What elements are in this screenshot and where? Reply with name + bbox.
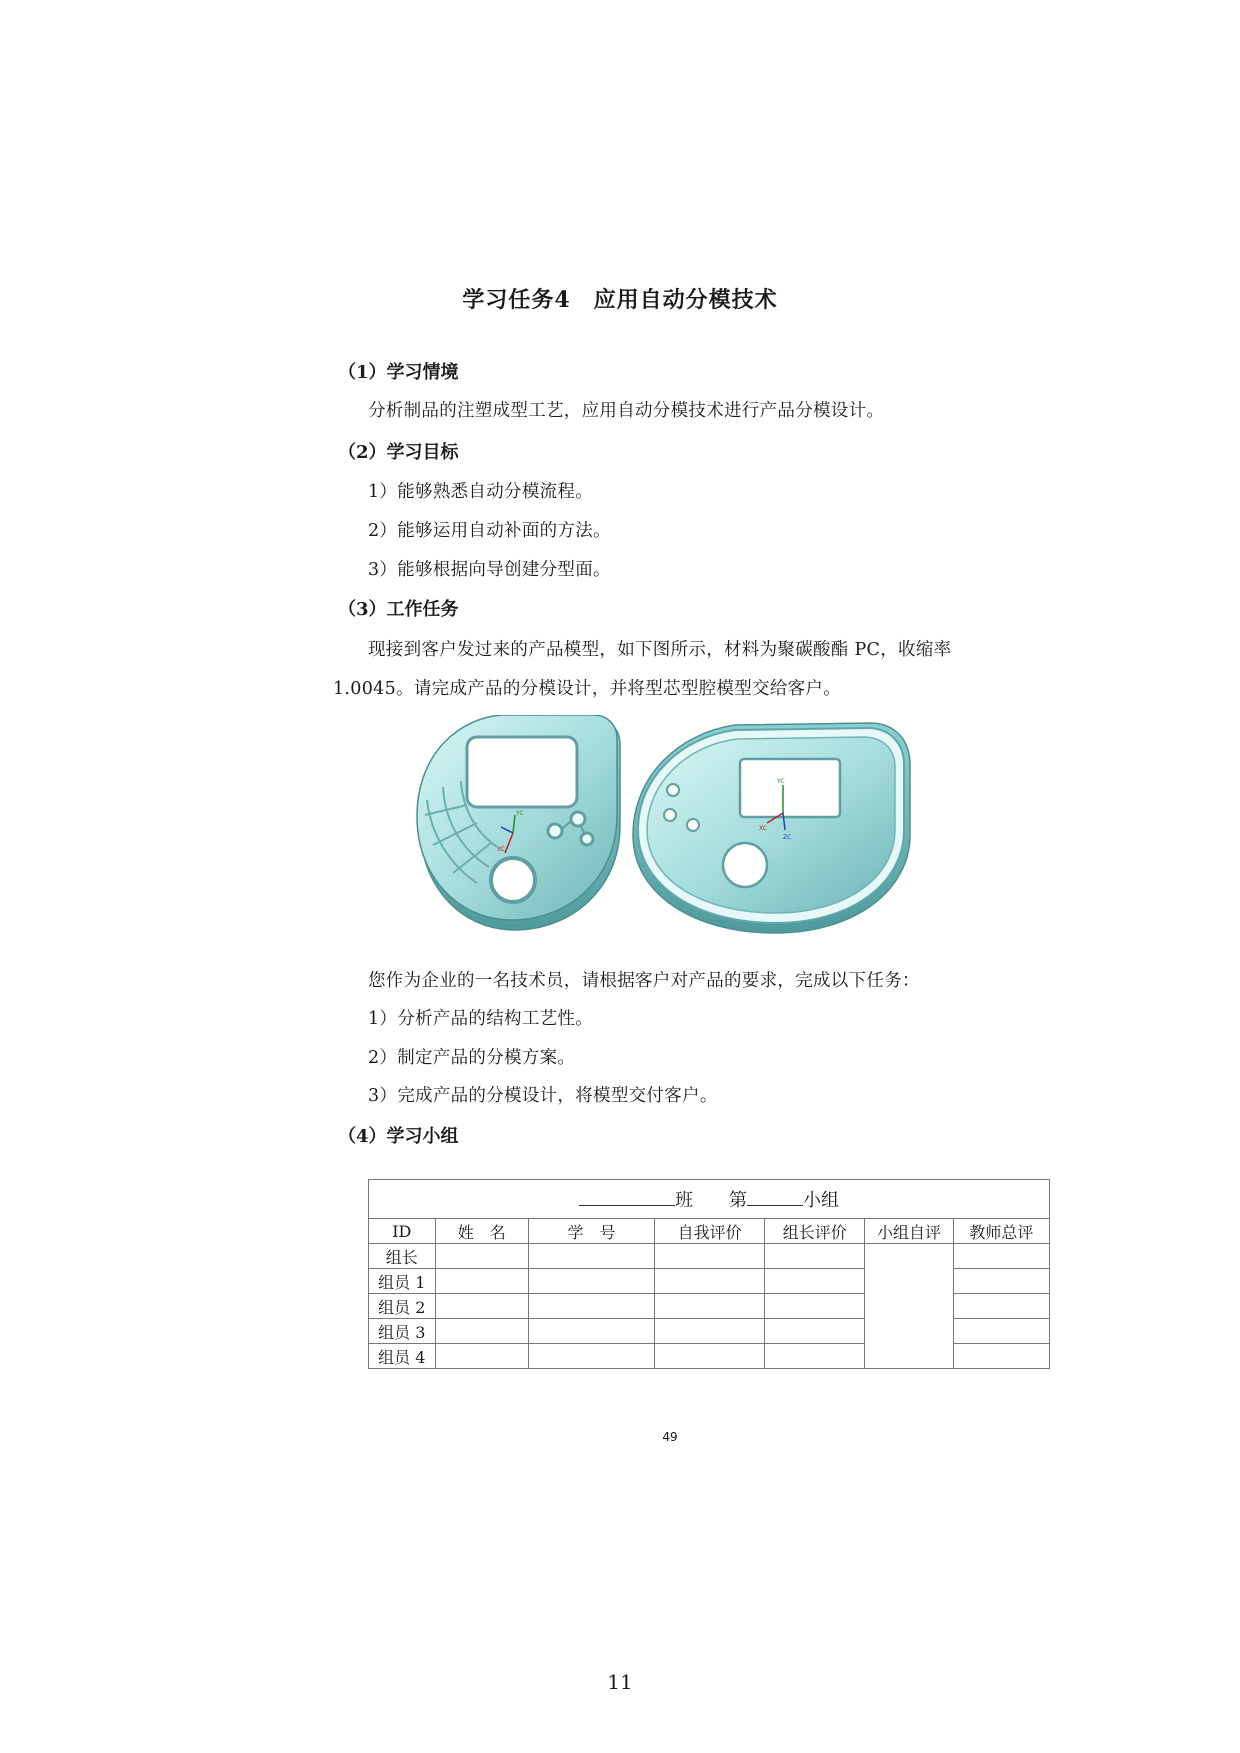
cell-self-eval[interactable] <box>655 1269 765 1294</box>
task-intro-text: 您作为企业的一名技术员，请根据客户对产品的要求，完成以下任务： <box>368 971 920 991</box>
cell-student-no[interactable] <box>529 1269 655 1294</box>
section-1-text: 分析制品的注塑成型工艺，应用自动分模技术进行产品分模设计。 <box>368 401 885 421</box>
section-3-heading: （3）工作任务 <box>338 599 459 620</box>
task-text-line-1: 现接到客户发过来的产品模型，如下图所示，材料为聚碳酸酯 PC，收缩率 <box>368 640 952 660</box>
row-id: 组员 3 <box>369 1319 436 1344</box>
goal-item-2: 2）能够运用自动补面的方法。 <box>368 521 611 541</box>
cell-name[interactable] <box>435 1244 528 1269</box>
header-group-eval: 小组自评 <box>865 1219 953 1244</box>
cell-group-eval[interactable] <box>865 1244 953 1369</box>
cell-name[interactable] <box>435 1269 528 1294</box>
cell-name[interactable] <box>435 1294 528 1319</box>
cell-self-eval[interactable] <box>655 1294 765 1319</box>
section-2-heading: （2）学习目标 <box>338 442 459 463</box>
task-item-1: 1）分析产品的结构工艺性。 <box>368 1009 594 1029</box>
cell-leader-eval[interactable] <box>765 1294 865 1319</box>
section-1-heading: （1）学习情境 <box>338 362 459 383</box>
cell-student-no[interactable] <box>529 1294 655 1319</box>
task-text-line-2: 1.0045。请完成产品的分模设计，并将型芯型腔模型交给客户。 <box>333 679 842 699</box>
cell-teacher-eval[interactable] <box>953 1319 1049 1344</box>
cell-leader-eval[interactable] <box>765 1244 865 1269</box>
table-header-row <box>369 1219 1050 1244</box>
cell-student-no[interactable] <box>529 1244 655 1269</box>
inner-page-number: 49 <box>662 1430 678 1444</box>
page-title: 学习任务4 应用自动分模技术 <box>462 287 778 313</box>
header-student-no: 学 号 <box>529 1219 655 1244</box>
svg-text:XC: XC <box>497 846 505 853</box>
cell-leader-eval[interactable] <box>765 1344 865 1369</box>
class-blank[interactable] <box>579 1187 675 1206</box>
row-id: 组长 <box>369 1244 436 1269</box>
header-leader-eval: 组长评价 <box>765 1219 865 1244</box>
outer-page-number: 11 <box>607 1670 633 1694</box>
svg-text:ZC: ZC <box>783 834 792 841</box>
cell-teacher-eval[interactable] <box>953 1344 1049 1369</box>
table-caption: 班 第 小组 <box>369 1180 1050 1219</box>
section-4-heading: （4）学习小组 <box>338 1126 459 1147</box>
cell-name[interactable] <box>435 1344 528 1369</box>
goal-item-3: 3）能够根据向导创建分型面。 <box>368 560 611 580</box>
cell-leader-eval[interactable] <box>765 1269 865 1294</box>
product-model-figure <box>405 715 925 945</box>
cell-student-no[interactable] <box>529 1344 655 1369</box>
task-item-2: 2）制定产品的分模方案。 <box>368 1048 576 1068</box>
cell-name[interactable] <box>435 1319 528 1344</box>
cell-self-eval[interactable] <box>655 1244 765 1269</box>
svg-text:YC: YC <box>516 810 524 817</box>
row-id: 组员 2 <box>369 1294 436 1319</box>
cell-self-eval[interactable] <box>655 1319 765 1344</box>
svg-text:YC: YC <box>777 778 785 785</box>
cell-self-eval[interactable] <box>655 1344 765 1369</box>
header-name: 姓 名 <box>435 1219 528 1244</box>
cell-student-no[interactable] <box>529 1319 655 1344</box>
svg-text:XC: XC <box>759 825 767 832</box>
group-number-blank[interactable] <box>747 1187 803 1206</box>
cell-teacher-eval[interactable] <box>953 1269 1049 1294</box>
header-self-eval: 自我评价 <box>655 1219 765 1244</box>
cell-teacher-eval[interactable] <box>953 1244 1049 1269</box>
goal-item-1: 1）能够熟悉自动分模流程。 <box>368 482 594 502</box>
row-id: 组员 1 <box>369 1269 436 1294</box>
product-part-top-view <box>417 715 620 930</box>
task-item-3: 3）完成产品的分模设计，将模型交付客户。 <box>368 1086 718 1106</box>
study-group-table <box>368 1179 1050 1369</box>
cell-leader-eval[interactable] <box>765 1319 865 1344</box>
cell-teacher-eval[interactable] <box>953 1294 1049 1319</box>
header-teacher-eval: 教师总评 <box>953 1219 1049 1244</box>
row-id: 组员 4 <box>369 1344 436 1369</box>
header-id: ID <box>369 1219 436 1244</box>
table-row <box>369 1244 1050 1269</box>
product-part-bottom-view <box>633 723 910 933</box>
